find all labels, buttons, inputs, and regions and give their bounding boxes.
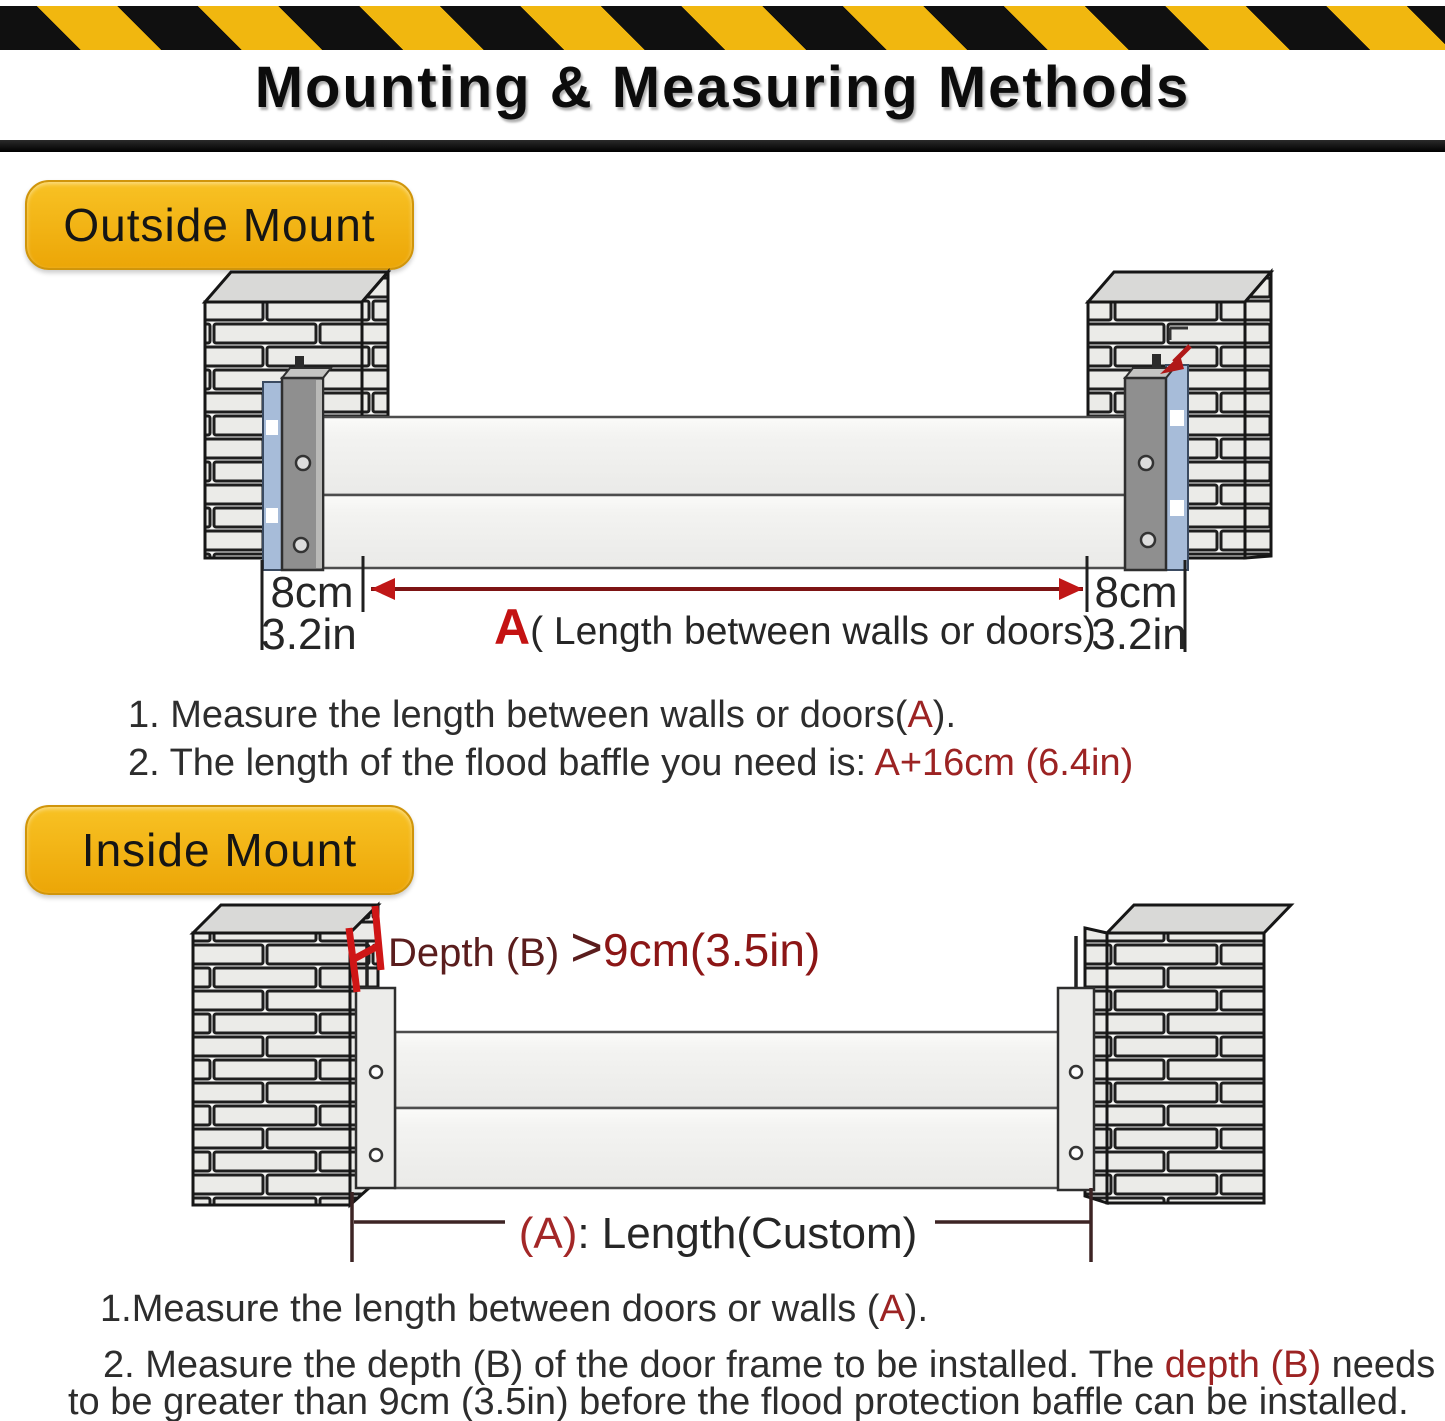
outside-right-dim-in: 3.2in <box>1091 610 1187 659</box>
outside-instruction-1-accent: A <box>907 694 933 736</box>
outside-instruction-2-text: 2. The length of the flood baffle you need is: <box>128 742 875 784</box>
outside-instruction-2-accent: A+16cm (6.4in) <box>874 742 1134 784</box>
outside-flood-barrier <box>323 417 1128 568</box>
outside-left-dim-in: 3.2in <box>261 610 357 659</box>
outside-right-dim-cm: 8cm <box>1094 568 1178 617</box>
inside-instruction-2-accent: depth (B) <box>1164 1344 1322 1386</box>
inside-instruction-1 <box>100 1288 928 1331</box>
inside-instruction-1-text: 1.Measure the length between doors or walls ( <box>100 1288 880 1330</box>
inside-mount-diagram <box>193 905 1291 1262</box>
outside-instruction-1-text: 1. Measure the length between walls or doors( <box>128 694 908 736</box>
outside-mount-label: Outside Mount <box>25 180 414 270</box>
outside-dimension-annotations <box>261 556 1186 659</box>
inside-instruction-3: to be greater than 9cm (3.5in) before the flood protection baffle can be installed. <box>68 1381 1409 1421</box>
inside-instruction-2-text: 2. Measure the depth (B) of the door frame to be installed. The <box>103 1344 1165 1386</box>
inside-depth-label: Depth (B) >9cm(3.5in) <box>388 915 821 978</box>
length-arrow-icon <box>371 578 1083 600</box>
page-title: Mounting & Measuring Methods <box>254 55 1191 120</box>
inside-mount-label: Inside Mount <box>25 805 414 895</box>
outside-instruction-1-end: ). <box>932 694 957 736</box>
inside-instruction-1-accent: A <box>879 1288 905 1330</box>
inside-right-wall <box>1085 905 1291 1203</box>
inside-flood-barrier <box>395 1032 1060 1188</box>
outside-left-dim-cm: 8cm <box>270 568 354 617</box>
inside-instruction-1-end: ). <box>904 1288 929 1330</box>
inside-span-label: (A): Length(Custom) <box>518 1209 918 1258</box>
outside-instruction-1 <box>128 694 956 737</box>
outside-mount-diagram <box>205 272 1271 659</box>
inside-dimension-annotations <box>352 1188 1091 1262</box>
outside-left-bracket <box>263 356 331 570</box>
outside-span-label: A( Length between walls or doors) <box>494 599 1096 655</box>
inside-instruction-2-end: needs <box>1321 1344 1436 1386</box>
outside-instruction-2 <box>128 742 1133 785</box>
